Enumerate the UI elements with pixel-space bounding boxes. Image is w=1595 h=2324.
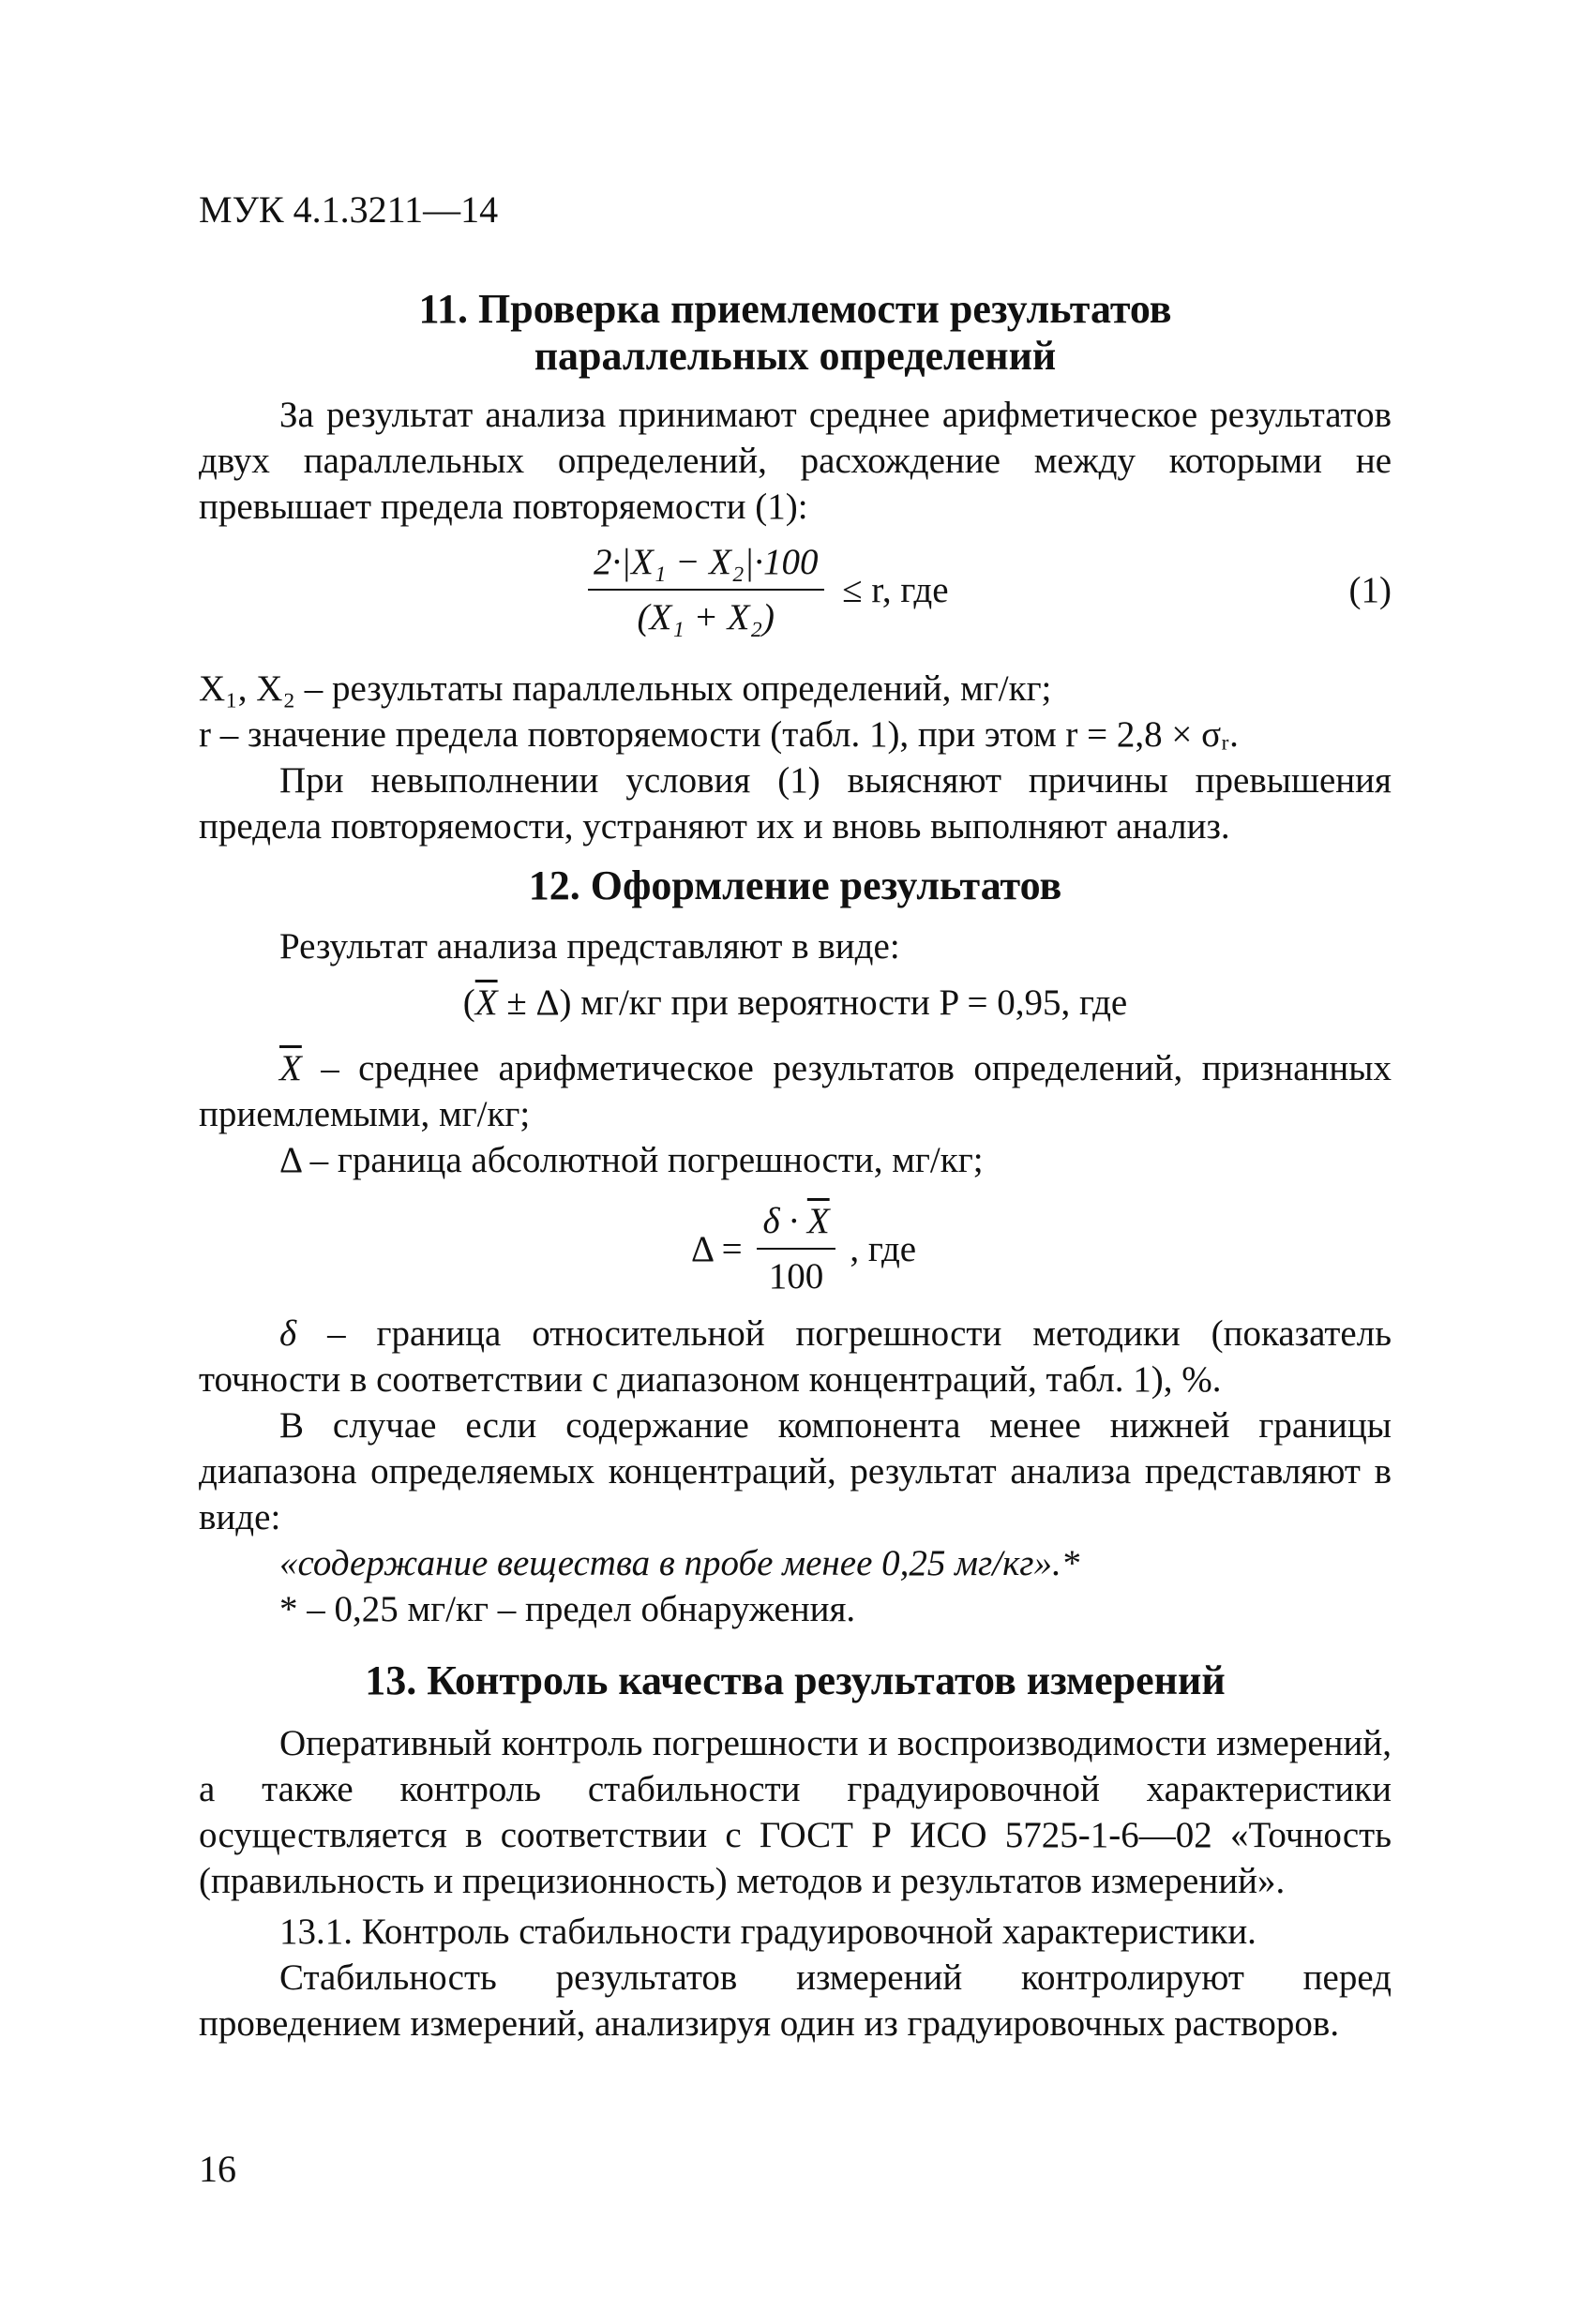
result-below-limit-quote: «содержание вещества в пробе менее 0,25 мг/кг».* bbox=[279, 1543, 1080, 1583]
definition-r: r – значение предела повторяемости (табл. 1), при этом r = 2,8 × σᵣ. bbox=[199, 714, 1239, 755]
section-11-paragraph-2: При невыполнении условия (1) выясняют причины превышения предела повторяемости, устраняют их и вновь выполняют анализ. bbox=[199, 760, 1392, 847]
section-12-paragraph-1: Результат анализа представляют в виде: bbox=[279, 926, 900, 967]
section-12-title: 12. Оформление результатов bbox=[528, 862, 1062, 908]
definition-mean-symbol: $\overline{X}$ bbox=[279, 1048, 302, 1088]
section-11-title bbox=[199, 286, 1392, 380]
section-13-1-heading: 13.1. Контроль стабильности градуировочной характеристики. bbox=[279, 1912, 1256, 1952]
detection-limit-note: * – 0,25 мг/кг – предел обнаружения. bbox=[279, 1589, 856, 1629]
section-11-title-line2: параллельных определений bbox=[534, 333, 1057, 379]
formula-1-relation: ≤ r, где bbox=[842, 569, 949, 610]
result-expression bbox=[199, 980, 1392, 1026]
formula-2-numerator-delta: δ · bbox=[762, 1201, 807, 1241]
definition-x1-x2: X₁, X₂ – результаты параллельных определений, мг/кг; bbox=[199, 668, 1052, 709]
formula-1-number: (1) bbox=[1348, 570, 1392, 610]
formula-2-fraction bbox=[757, 1198, 835, 1299]
definition-mean-text: – среднее арифметическое результатов определений, признанных приемлемыми, мг/кг; bbox=[199, 1048, 1392, 1134]
result-expression-rest: ± Δ) мг/кг при вероятности P = 0,95, где bbox=[497, 982, 1128, 1023]
running-header: МУК 4.1.3211—14 bbox=[199, 188, 499, 231]
formula-1 bbox=[199, 539, 1392, 652]
section-11-paragraph-1: За результат анализа принимают среднее арифметическое результатов двух параллельных определений, расхождение между которыми не превышает предела повторяемости (1): bbox=[199, 395, 1392, 527]
formula-2-lhs: Δ = bbox=[691, 1228, 743, 1269]
definition-delta-relative-text: – граница относительной погрешности методики (показатель точности в соответствии с диапазоном концентраций, табл. 1), %. bbox=[199, 1313, 1392, 1400]
section-12-paragraph-2: В случае если содержание компонента менее нижней границы диапазона определяемых концентраций, результат анализа представляют в виде: bbox=[199, 1405, 1392, 1537]
definition-delta-relative-symbol: δ bbox=[279, 1313, 297, 1354]
section-13-title: 13. Контроль качества результатов измерений bbox=[365, 1657, 1226, 1703]
formula-2-relation: , где bbox=[850, 1228, 917, 1269]
formula-2 bbox=[199, 1198, 1392, 1301]
definition-delta: Δ – граница абсолютной погрешности, мг/кг; bbox=[279, 1140, 984, 1180]
section-11-title-line1: 11. Проверка приемлемости результатов bbox=[418, 286, 1172, 332]
result-open: ( bbox=[462, 982, 475, 1023]
formula-1-denominator: (X₁ + X₂) bbox=[637, 597, 775, 637]
definition-delta-relative bbox=[199, 1311, 1392, 1402]
formula-1-numerator: 2·|X₁ − X₂|·100 bbox=[588, 539, 824, 591]
formula-2-numerator-mean: $\overline{X}$ bbox=[806, 1201, 830, 1241]
definition-mean bbox=[199, 1045, 1392, 1137]
page-number: 16 bbox=[199, 2148, 236, 2190]
formula-1-fraction bbox=[588, 539, 824, 640]
formula-2-numerator bbox=[757, 1198, 835, 1250]
section-13-paragraph-3: Стабильность результатов измерений контролируют перед проведением измерений, анализируя один из градуировочных растворов. bbox=[199, 1957, 1392, 2044]
formula-2-denominator: 100 bbox=[768, 1256, 824, 1297]
result-mean-symbol: $\overline{X}$ bbox=[474, 982, 498, 1023]
section-13-paragraph-1: Оперативный контроль погрешности и воспроизводимости измерений, а также контроль стабильности градуировочной характеристики осуществляется в соответствии с ГОСТ Р ИСО 5725-1-6—02 «Точность (правильность и прецизионность) методов и результатов измерений». bbox=[199, 1723, 1392, 1901]
